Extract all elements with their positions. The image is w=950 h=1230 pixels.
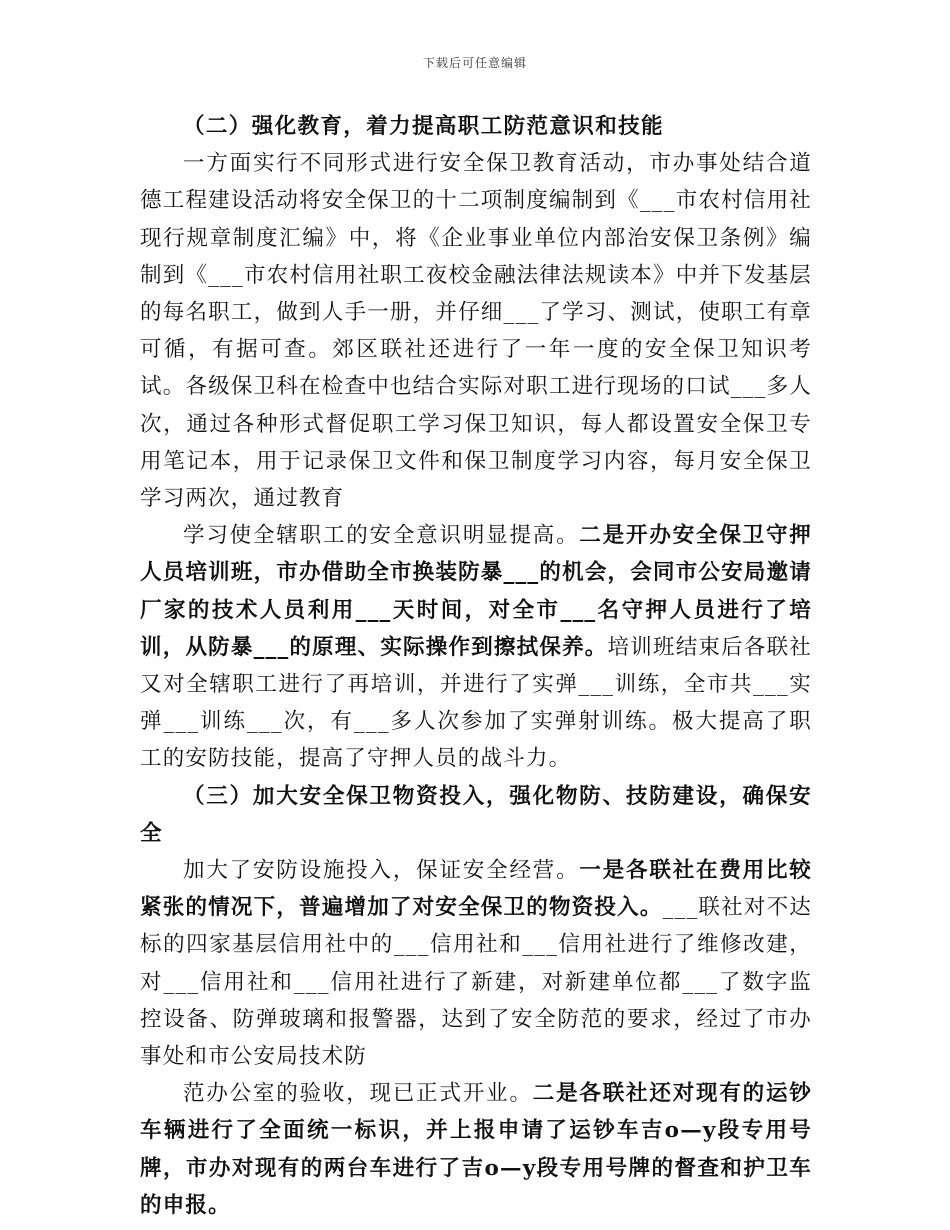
section-2-paragraph-2-bold: 二是开办安全保卫守押人员培训班，市办借助全市换装防暴___的机会，会同市公安局邀请厂家的技术人员利用___天时间，对全市___名守押人员进行了培训，从防暴___的原理、实际操作到擦拭保养。 [140,523,812,660]
section-3-paragraph-2 [140,1075,812,1224]
page-header-note: 下载后可任意编辑 [422,56,527,70]
section-3-paragraph-2-bold: 二是各联社还对现有的运钞车辆进行了全面统一标识，并上报申请了运钞车吉o—y段专用号牌，市办对现有的两台车进行了吉o—y段专用号牌的督查和护卫车的申报。 [140,1081,812,1218]
section-2-paragraph-2-tail: 培训班结束后各联社又对全辖职工进行了再培训，并进行了实弹___训练，全市共___实弹___训练___次，有___多人次参加了实弹射训练。极大提高了职工的安防技能，提高了守押人员的战斗力。 [140,634,812,772]
section-3-heading: （三）加大安全保卫物资投入，强化物防、技防建设，确保安全 [140,783,812,846]
section-2-paragraph-2 [140,517,812,777]
section-3-paragraph-1 [140,852,812,1075]
section-3-paragraph-1-tail: ___联社对不达标的四家基层信用社中的___信用社和___信用社进行了维修改建，对___信用社和___信用社进行了新建，对新建单位都___了数字监控设备、防弹玻璃和报警器，达到了安全防范的要求，经过了市办事处和市公安局技术防 [140,895,812,1070]
section-2-heading: （二）强化教育，着力提高职工防范意识和技能 [183,114,664,139]
section-2-paragraph-2-lead: 学习使全辖职工的安全意识明显提高。 [183,523,580,549]
section-3-paragraph-2-lead: 范办公室的验收，现已正式开业。 [183,1081,533,1107]
section-3-paragraph-1-lead: 加大了安防设施投入，保证安全经营。 [183,858,580,884]
section-3-paragraph-1-bold: 一是各联社在费用比较紧张的情况下，普遍增加了对安全保卫的物资投入。 [140,858,812,921]
document-body [140,108,812,1224]
section-2-paragraph-1: 一方面实行不同形式进行安全保卫教育活动，市办事处结合道德工程建设活动将安全保卫的十二项制度编制到《___市农村信用社现行规章制度汇编》中，将《企业事业单位内部治安保卫条例》编制到《___市农村信用社职工夜校金融法律法规读本》中并下发基层的每名职工，做到人手一册，并仔细___了学习、测试，使职工有章可循，有据可查。郊区联社还进行了一年一度的安全保卫知识考试。各级保卫科在检查中也结合实际对职工进行现场的口试___多人次，通过各种形式督促职工学习保卫知识，每人都设置安全保卫专用笔记本，用于记录保卫文件和保卫制度学习内容，每月安全保卫学习两次，通过教育 [140,151,812,512]
